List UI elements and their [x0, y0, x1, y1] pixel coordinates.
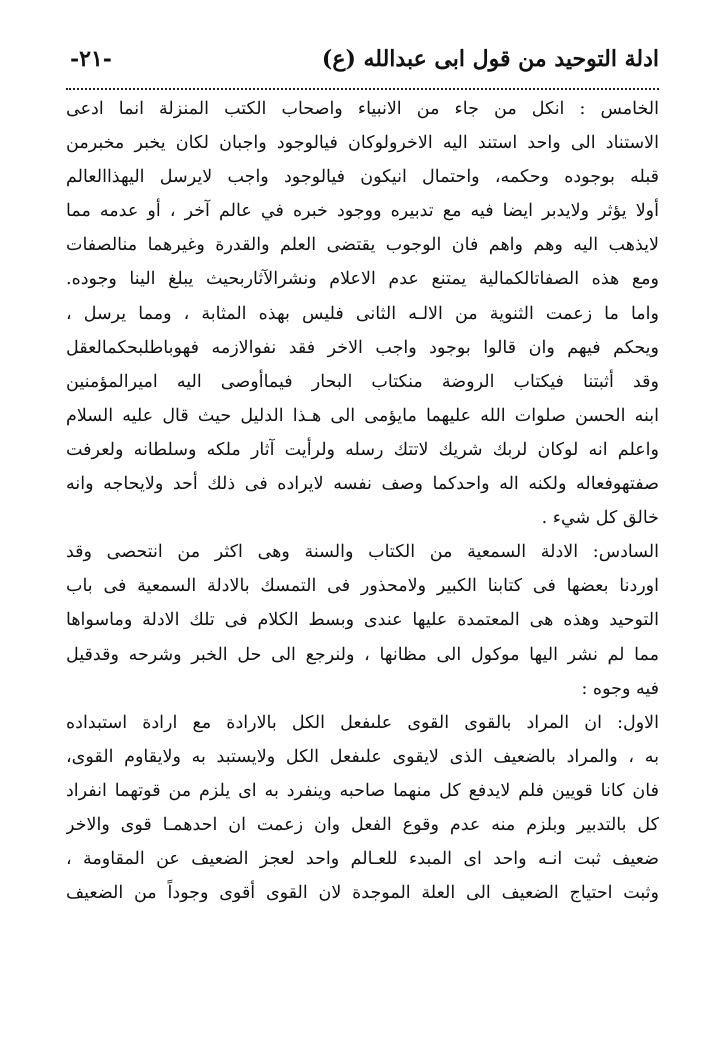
text-line: وقد أثبتنا فيكتاب الروضة منكتاب البحار فيماأوصى اليه اميرالمؤمنين: [66, 371, 659, 392]
text-line: مما لم نشر اليها موكول الى مظانها ، ولنرجع الى حل الخبر وشرحه وقدقيل: [66, 644, 659, 665]
running-title: ادلة التوحيد من قول ابى عبدالله (ع): [321, 46, 659, 72]
header-dotted-rule: [66, 88, 659, 90]
text-line: أولا يؤثر ولايدبر ايضا فيه مع تدبيره ووجود خبره في عالم آخر ، أو عدمه مما: [66, 201, 659, 222]
text-line: الاول: ان المراد بالقوى القوى علىفعل الكل بالارادة مع ارادة استبداده: [66, 712, 659, 733]
text-line: السادس: الادلة السمعية من الكتاب والسنة وهى اكثر من انتحصى وقد: [66, 542, 659, 563]
text-line: ابنه الحسن صلوات الله عليهما مايؤمى الى هـذا الدليل حيث قال عليه السلام: [66, 405, 659, 426]
text-line: لايذهب اليه وهم واهم فان الوجوب يقتضى العلم والقدرة وغيرهما منالصفات: [66, 235, 659, 256]
text-line: فيه وجوه :: [581, 678, 659, 699]
text-line: به ، والمراد بالضعيف الذى لايقوى علىفعل الكل ولايستبد به ولايقاوم القوى،: [66, 746, 659, 767]
text-line: خالق كل شيء .: [541, 508, 659, 529]
body-text: [66, 92, 659, 910]
text-line: واما ما زعمت الثنوية من الالـه الثانى فليس بهذه المثابة ، ومما يرسل ،: [66, 303, 659, 324]
text-line: فان كانا قويين فلم لايدفع كل منهما صاحبه وينفرد به اى يلزم من قوتهما انفراد: [66, 780, 659, 801]
page-header: [70, 40, 659, 86]
text-line: اوردنا بعضها فى كتابنا الكبير ولامحذور فى التمسك بالادلة السمعية فى باب: [66, 576, 659, 597]
text-line: الاستناد الى واحد استند اليه الاخرولوكان فيالوجود واجبان لكان يخبر مخبرمن: [66, 133, 659, 154]
text-line: كل بالتدبير وبلزم منه عدم وقوع الفعل وان زعمت ان احدهمـا قوى والاخر: [66, 814, 659, 835]
text-line: ويحكم فيهم وان قالوا بوجود واجب الاخر فقد نفوالازمه فهوباطلبحكمالعقل: [66, 337, 659, 358]
text-line: ومع هذه الصفاتالكمالية يمتنع عدم الاعلام ونشرالآثاربحيث يبلغ الينا وجوده.: [66, 269, 659, 290]
page-number: -٢١-: [70, 46, 112, 72]
text-line: الخامس : انكل من جاء من الانبياء واصحاب الكتب المنزلة انما ادعى: [66, 99, 659, 119]
text-line: التوحيد وهذه هى المعتمدة عليها عندى وبسط الكلام فى تلك الادلة وماسواها: [66, 610, 659, 631]
text-line: ضعيف ثبت انـه واحد اى المبدء للعـالم واحد لعجز الضعيف عن المقاومة ،: [66, 849, 659, 870]
text-line: وثبت احتياج الضعيف الى العلة الموجدة لان القوى أقوى وجوداً من الضعيف: [66, 883, 659, 904]
text-line: قبله بوجوده وحكمه، واحتمال انيكون فيالوجود واجب لايرسل اليهذاالعالم: [66, 167, 659, 188]
text-line: صفتهوفعاله ولكنه اله واحدكما وصف نفسه لايراده فى ذلك أحد ولايحاجه وانه: [66, 474, 659, 495]
text-line: واعلم انه لوكان لربك شريك لاتتك رسله ولرأيت آثار ملكه وسلطانه ولعرفت: [66, 439, 659, 460]
